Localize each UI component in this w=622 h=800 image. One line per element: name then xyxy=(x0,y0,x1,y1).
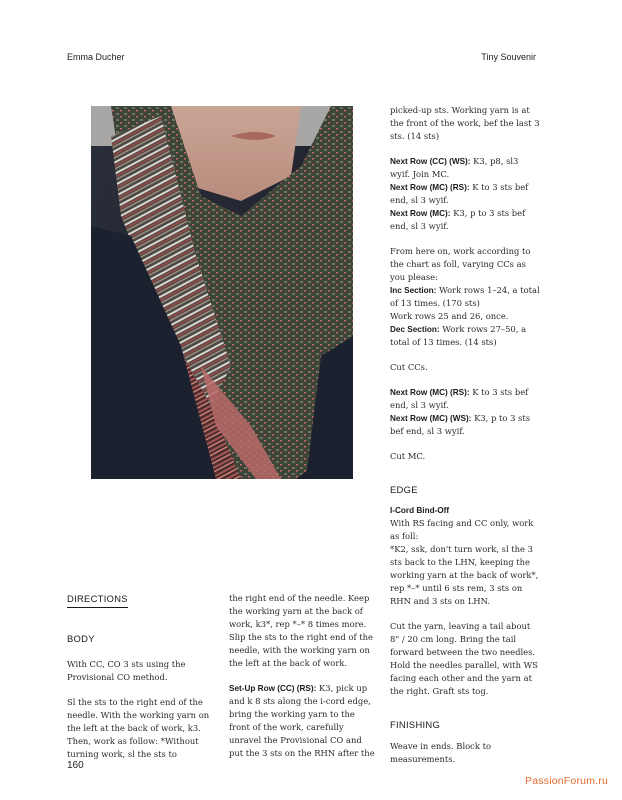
body-heading: BODY xyxy=(67,633,95,644)
next-row-mc-rs-2: Next Row (MC) (RS): K to 3 sts bef end, sl 3 wyif. xyxy=(390,387,529,410)
next-row-mc-ws: Next Row (MC) (WS): K3, p to 3 sts bef end, sl 3 wyif. xyxy=(390,413,531,436)
watermark: PassionForum.ru xyxy=(525,775,608,787)
cut-yarn-paragraph: Cut the yarn, leaving a tail about 8" / 20 cm long. Bring the tail forward between the two needles. Hold the needles parallel, with WS facing each other and the yarn at the right. Graft sts tog. xyxy=(390,621,538,696)
cut-mc: Cut MC. xyxy=(390,451,426,461)
column-2 xyxy=(229,592,377,772)
column-1 xyxy=(67,592,215,773)
rows-25-26: Work rows 25 and 26, once. xyxy=(390,311,509,321)
body-paragraph-1: With CC, CO 3 sts using the Provisional CO method. xyxy=(67,659,186,682)
running-header-title: Tiny Souvenir xyxy=(481,52,536,62)
setup-row-text: K3, pick up and k 8 sts along the i-cord edge, bring the working yarn to the front of the work, carefully unravel the Provisional CO and put the 3 sts on the RHN after the xyxy=(229,683,375,758)
icord-heading: I-Cord Bind-Off xyxy=(390,506,450,515)
column-3 xyxy=(390,104,540,778)
next-rows-block-1 xyxy=(390,155,540,233)
icord-paragraph-2: *K2, ssk, don't turn work, sl the 3 sts back to the LHN, keeping the working yarn at the back of work*, rep *–* until 6 sts rem, 3 sts on RHN and 3 sts on LHN. xyxy=(390,544,539,606)
scarf-photo-illustration xyxy=(91,106,353,479)
running-header-author: Emma Ducher xyxy=(67,52,125,62)
page-number: 160 xyxy=(67,760,84,771)
dec-section: Dec Section: Work rows 27–50, a total of 13 times. (14 sts) xyxy=(390,324,527,347)
next-row-cc-ws: Next Row (CC) (WS): K3, p8, sl3 wyif. Join MC. xyxy=(390,156,519,179)
next-row-mc: Next Row (MC): K3, p to 3 sts bef end, sl 3 wyif. xyxy=(390,208,526,231)
edge-heading: EDGE xyxy=(390,484,418,495)
setup-row-label: Set-Up Row (CC) (RS): xyxy=(229,684,317,693)
body-paragraph-3: the right end of the needle. Keep the working yarn at the back of work, k3*, rep *–* 8 times more. Slip the sts to the right end of the needle, with the working yarn on the left at the back of work. xyxy=(229,593,373,668)
inc-section: Inc Section: Work rows 1–24, a total of 13 times. (170 sts) xyxy=(390,285,540,308)
chart-instructions xyxy=(390,245,540,349)
next-row-mc-rs: Next Row (MC) (RS): K to 3 sts bef end, sl 3 wyif. xyxy=(390,182,529,205)
directions-heading: DIRECTIONS xyxy=(67,592,128,608)
finishing-text: Weave in ends. Block to measurements. xyxy=(390,741,492,764)
finishing-heading: FINISHING xyxy=(390,719,441,730)
chart-intro: From here on, work according to the chart as foll, varying CCs as you please: xyxy=(390,246,531,282)
next-rows-block-2 xyxy=(390,386,540,438)
body-paragraph-2: Sl the sts to the right end of the needle. With the working yarn on the left at the back of work, k3. Then, work as follow: *Without turning work, sl the sts to xyxy=(67,697,210,759)
body-paragraph-4: picked-up sts. Working yarn is at the front of the work, bef the last 3 sts. (14 sts) xyxy=(390,105,540,141)
scarf-photo xyxy=(91,106,353,479)
icord-paragraph-1: With RS facing and CC only, work as foll: xyxy=(390,518,534,541)
setup-row-instruction xyxy=(229,682,377,760)
cut-ccs: Cut CCs. xyxy=(390,362,428,372)
